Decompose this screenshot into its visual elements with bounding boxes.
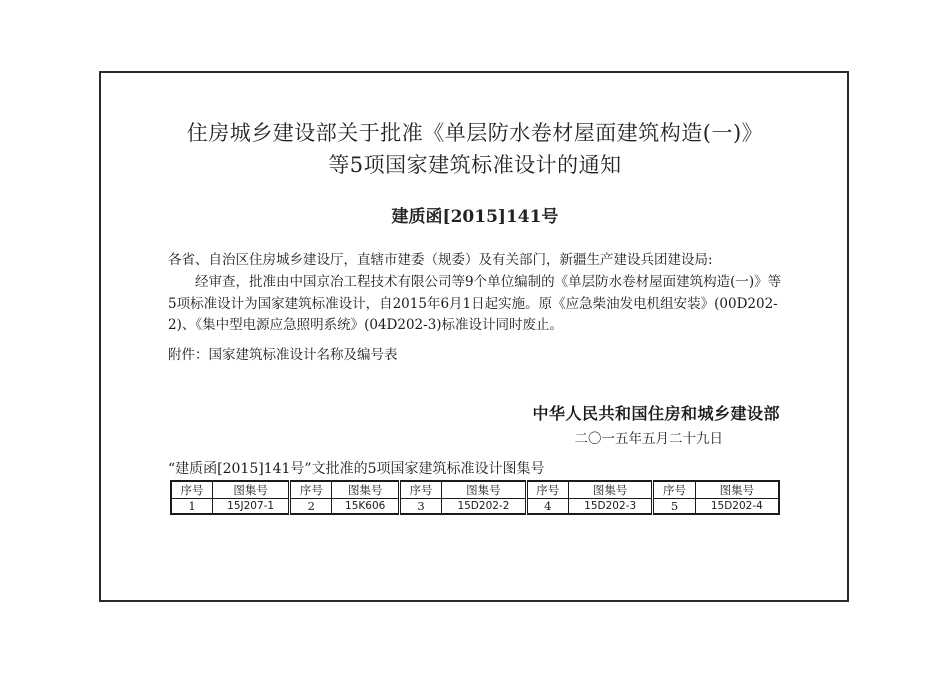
standards-table <box>170 480 780 515</box>
addressee-line: 各省、自治区住房城乡建设厅，直辖市建委（规委）及有关部门，新疆生产建设兵团建设局: <box>168 252 713 268</box>
code-cell: 15D202-3 <box>568 499 652 515</box>
table-row <box>171 499 779 515</box>
header-seq-3: 序号 <box>399 481 441 499</box>
seq-cell: 2 <box>290 499 332 515</box>
code-cell: 15D202-4 <box>695 499 779 515</box>
header-code-5: 图集号 <box>695 481 779 499</box>
code-cell: 15K606 <box>332 499 399 515</box>
header-code-3: 图集号 <box>442 481 526 499</box>
header-seq-2: 序号 <box>290 481 332 499</box>
seq-cell: 3 <box>399 499 441 515</box>
main-paragraph: 经审查，批准由中国京冶工程技术有限公司等9个单位编制的《单层防水卷材屋面建筑构造(一)》等5项标准设计为国家建筑标准设计，自2015年6月1日起实施。原《应急柴油发电机组安装》(00D202-2)、《集中型电源应急照明系统》(04D202-3)标准设计同时废止。 <box>168 274 782 333</box>
header-code-1: 图集号 <box>213 481 290 499</box>
issuing-authority: 中华人民共和国住房和城乡建设部 <box>532 404 780 423</box>
document-number: 建质函[2015]141号 <box>391 207 559 227</box>
code-cell: 15J207-1 <box>213 499 290 515</box>
code-cell: 15D202-2 <box>442 499 526 515</box>
issue-date: 二〇一五年五月二十九日 <box>574 431 723 447</box>
notice-title-line2: 等5项国家建筑标准设计的通知 <box>328 153 622 177</box>
attachment-line: 附件：国家建筑标准设计名称及编号表 <box>168 347 398 363</box>
header-code-4: 图集号 <box>568 481 652 499</box>
seq-cell: 4 <box>526 499 568 515</box>
seq-cell: 1 <box>171 499 213 515</box>
table-header-row <box>171 481 779 499</box>
header-code-2: 图集号 <box>332 481 399 499</box>
header-seq-4: 序号 <box>526 481 568 499</box>
seq-cell: 5 <box>653 499 695 515</box>
table-caption: “建质函[2015]141号”文批准的5项国家建筑标准设计图集号 <box>168 461 545 477</box>
notice-title-line1: 住房城乡建设部关于批准《单层防水卷材屋面建筑构造(一)》 <box>186 121 764 145</box>
header-seq-5: 序号 <box>653 481 695 499</box>
header-seq-1: 序号 <box>171 481 213 499</box>
